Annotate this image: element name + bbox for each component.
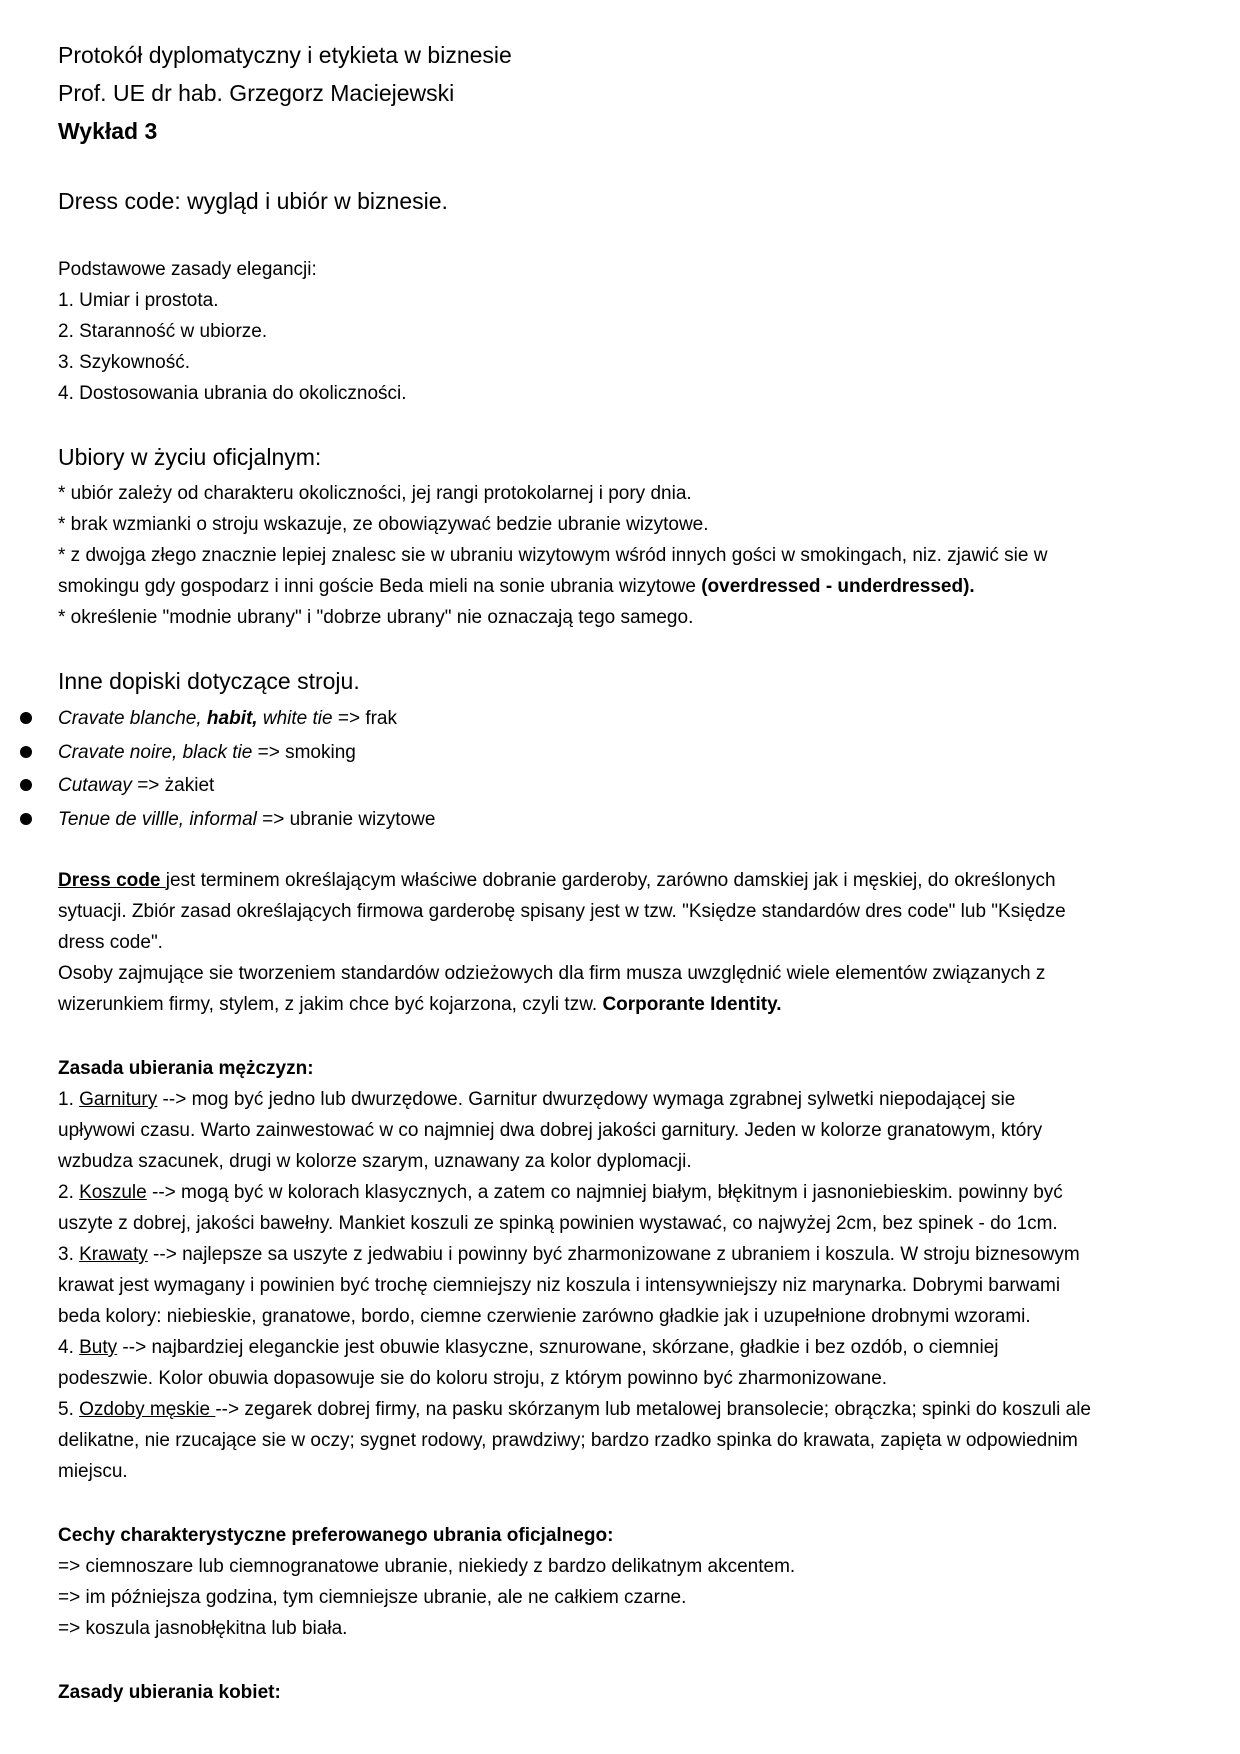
item-number: 2. (58, 1182, 80, 1203)
paragraph-line: upływowi czasu. Warto zainwestować w co najmniej dwa dobrej jakości garnitury. Jeden w kolorze granatowym, który (58, 1120, 1043, 1141)
paragraph-line: miejscu. (58, 1461, 128, 1482)
paragraph-line: * określenie "modnie ubrany" i "dobrze ubrany" nie oznaczają tego samego. (58, 607, 694, 628)
subsection-title-women: Zasady ubierania kobiet: (58, 1682, 281, 1703)
paragraph-line (58, 1239, 1193, 1270)
item-term: Ozdoby męskie (79, 1399, 216, 1420)
bullet-icon (20, 813, 32, 825)
subsection-title: Zasada ubierania mężczyzn: (58, 1058, 314, 1079)
paragraph-text: --> mog być jedno lub dwurzędowe. Garnitur dwurzędowy wymaga zgrabnej sylwetki niepodającej sie (157, 1089, 1016, 1110)
item-number: 5. (58, 1399, 80, 1420)
paragraph-line (58, 571, 1193, 602)
emphasis-text: (overdressed - underdressed). (701, 576, 975, 597)
paragraph-text: wizerunkiem firmy, stylem, z jakim chce być kojarzona, czyli tzw. (58, 994, 603, 1015)
section-title-official: Ubiory w życiu oficjalnym: (58, 444, 322, 470)
paragraph-text: --> mogą być w kolorach klasycznych, a zatem co najmniej białym, błękitnym i jasnoniebieskim. powinny być (146, 1182, 1063, 1203)
paragraph-line: wzbudza szacunek, drugi w kolorze szarym, uznawany za kolor dyplomacji. (58, 1151, 692, 1172)
list-item: 4. Dostosowania ubrania do okoliczności. (58, 383, 407, 404)
meaning-text: => smoking (252, 741, 356, 763)
bullet-icon (20, 746, 32, 758)
meaning-text: => frak (332, 708, 397, 729)
term-text: Cravate noire, black tie (58, 741, 253, 763)
lecture-number: Wykład 3 (58, 118, 158, 144)
official-notes (58, 478, 1193, 633)
list-item (58, 770, 435, 804)
term-text: Tenue de villle, informal (58, 808, 257, 830)
defined-term: Dress code (58, 870, 166, 891)
paragraph-text: --> zegarek dobrej firmy, na pasku skórzanym lub metalowej bransolecie; obrączka; spinki do koszuli ale (215, 1399, 1091, 1420)
lecturer-name: Prof. UE dr hab. Grzegorz Maciejewski (58, 80, 455, 106)
paragraph-line (58, 1332, 1193, 1363)
paragraph-line: sytuacji. Zbiór zasad określających firmowa garderobę spisany jest w tzw. "Księdze standardów dres code" lub "Księdze (58, 901, 1066, 922)
elegance-rules (58, 254, 1193, 409)
term-text: white tie (257, 708, 333, 729)
list-item: 2. Staranność w ubiorze. (58, 321, 268, 342)
paragraph-line: uszyte z dobrej, jakości bawełny. Mankiet koszuli ze spinką powinien wystawać, co najwyżej 2cm, bez spinek - do 1cm. (58, 1213, 1058, 1234)
paragraph-line (58, 989, 1193, 1020)
paragraph-line: Osoby zajmujące sie tworzeniem standardów odzieżowych dla firm musza uwzględnić wiele elementów związanych z (58, 963, 1046, 984)
subsection-title: Cechy charakterystyczne preferowanego ubrania oficjalnego: (58, 1525, 614, 1546)
elegance-intro: Podstawowe zasady elegancji: (58, 259, 317, 280)
item-number: 1. (58, 1089, 80, 1110)
paragraph-line: * brak wzmianki o stroju wskazuje, ze obowiązywać bedzie ubranie wizytowe. (58, 514, 709, 535)
list-item: 1. Umiar i prostota. (58, 290, 219, 311)
paragraph-text: --> najlepsze sa uszyte z jedwabiu i powinny być zharmonizowane z ubraniem i koszula. W stroju biznesowym (147, 1244, 1080, 1265)
men-dress-rules (58, 1053, 1193, 1487)
bullet-icon (20, 712, 32, 724)
paragraph-text: --> najbardziej eleganckie jest obuwie klasyczne, sznurowane, skórzane, gładkie i bez ozdób, o ciemniej (117, 1337, 999, 1358)
paragraph-text: jest terminem określającym właściwe dobranie garderoby, zarówno damskiej jak i męskiej, do określonych (165, 870, 1056, 891)
paragraph-line: krawat jest wymagany i powinien być trochę ciemniejszy niz koszula i intensywniejszy niz marynarka. Dobrymi barwami (58, 1275, 1061, 1296)
paragraph-line: beda kolory: niebieskie, granatowe, bordo, ciemne czerwienie zarówno gładkie jak i uzupełnione drobnymi wzorami. (58, 1306, 1031, 1327)
paragraph-line: * z dwojga złego znacznie lepiej znalesc sie w ubraniu wizytowym wśród innych gości w smokingach, niz. zjawić sie w (58, 545, 1048, 566)
paragraph-line: podeszwie. Kolor obuwia dopasowuje sie do koloru stroju, z którym powinno być zharmonizowane. (58, 1368, 888, 1389)
item-term: Buty (79, 1337, 118, 1358)
paragraph-line (58, 1394, 1193, 1425)
item-term: Koszule (79, 1182, 147, 1203)
paragraph-line: dress code". (58, 932, 163, 953)
paragraph-line: delikatne, nie rzucające sie w oczy; sygnet rodowy, prawdziwy; bardzo rzadko spinka do krawata, zapięta w odpowiednim (58, 1430, 1078, 1451)
paragraph-line (58, 865, 1193, 896)
dress-code-list (58, 703, 435, 837)
term-text: Cutaway (58, 775, 132, 796)
item-number: 3. (58, 1244, 80, 1265)
section-title-dress-code: Dress code: wygląd i ubiór w biznesie. (58, 188, 448, 214)
term-text: habit, (206, 708, 258, 729)
paragraph-line (58, 1177, 1193, 1208)
paragraph-line: => ciemnoszare lub ciemnogranatowe ubranie, niekiedy z bardzo delikatnym akcentem. (58, 1556, 796, 1577)
course-title: Protokół dyplomatyczny i etykieta w biznesie (58, 42, 512, 68)
official-outfit-features (58, 1520, 1193, 1644)
item-number: 4. (58, 1337, 80, 1358)
list-item (58, 703, 435, 737)
meaning-text: => żakiet (131, 775, 215, 796)
paragraph-line: => im późniejsza godzina, tym ciemniejsze ubranie, ale ne całkiem czarne. (58, 1587, 687, 1608)
item-term: Krawaty (79, 1244, 148, 1265)
paragraph-text: smokingu gdy gospodarz i inni goście Beda mieli na sonie ubrania wizytowe (58, 576, 702, 597)
list-item (58, 737, 435, 771)
bullet-icon (20, 779, 32, 791)
paragraph-line (58, 1084, 1193, 1115)
list-item (58, 804, 435, 838)
dress-code-definition (58, 865, 1193, 1020)
list-item: 3. Szykowność. (58, 352, 190, 373)
paragraph-line: * ubiór zależy od charakteru okoliczności, jej rangi protokolarnej i pory dnia. (58, 483, 692, 504)
term-text: Cravate blanche, (58, 708, 207, 729)
paragraph-line: => koszula jasnobłękitna lub biała. (58, 1618, 348, 1639)
emphasis-text: Corporante Identity. (602, 994, 782, 1015)
section-title-notes: Inne dopiski dotyczące stroju. (58, 668, 360, 694)
meaning-text: => ubranie wizytowe (256, 808, 436, 830)
item-term: Garnitury (79, 1089, 158, 1110)
